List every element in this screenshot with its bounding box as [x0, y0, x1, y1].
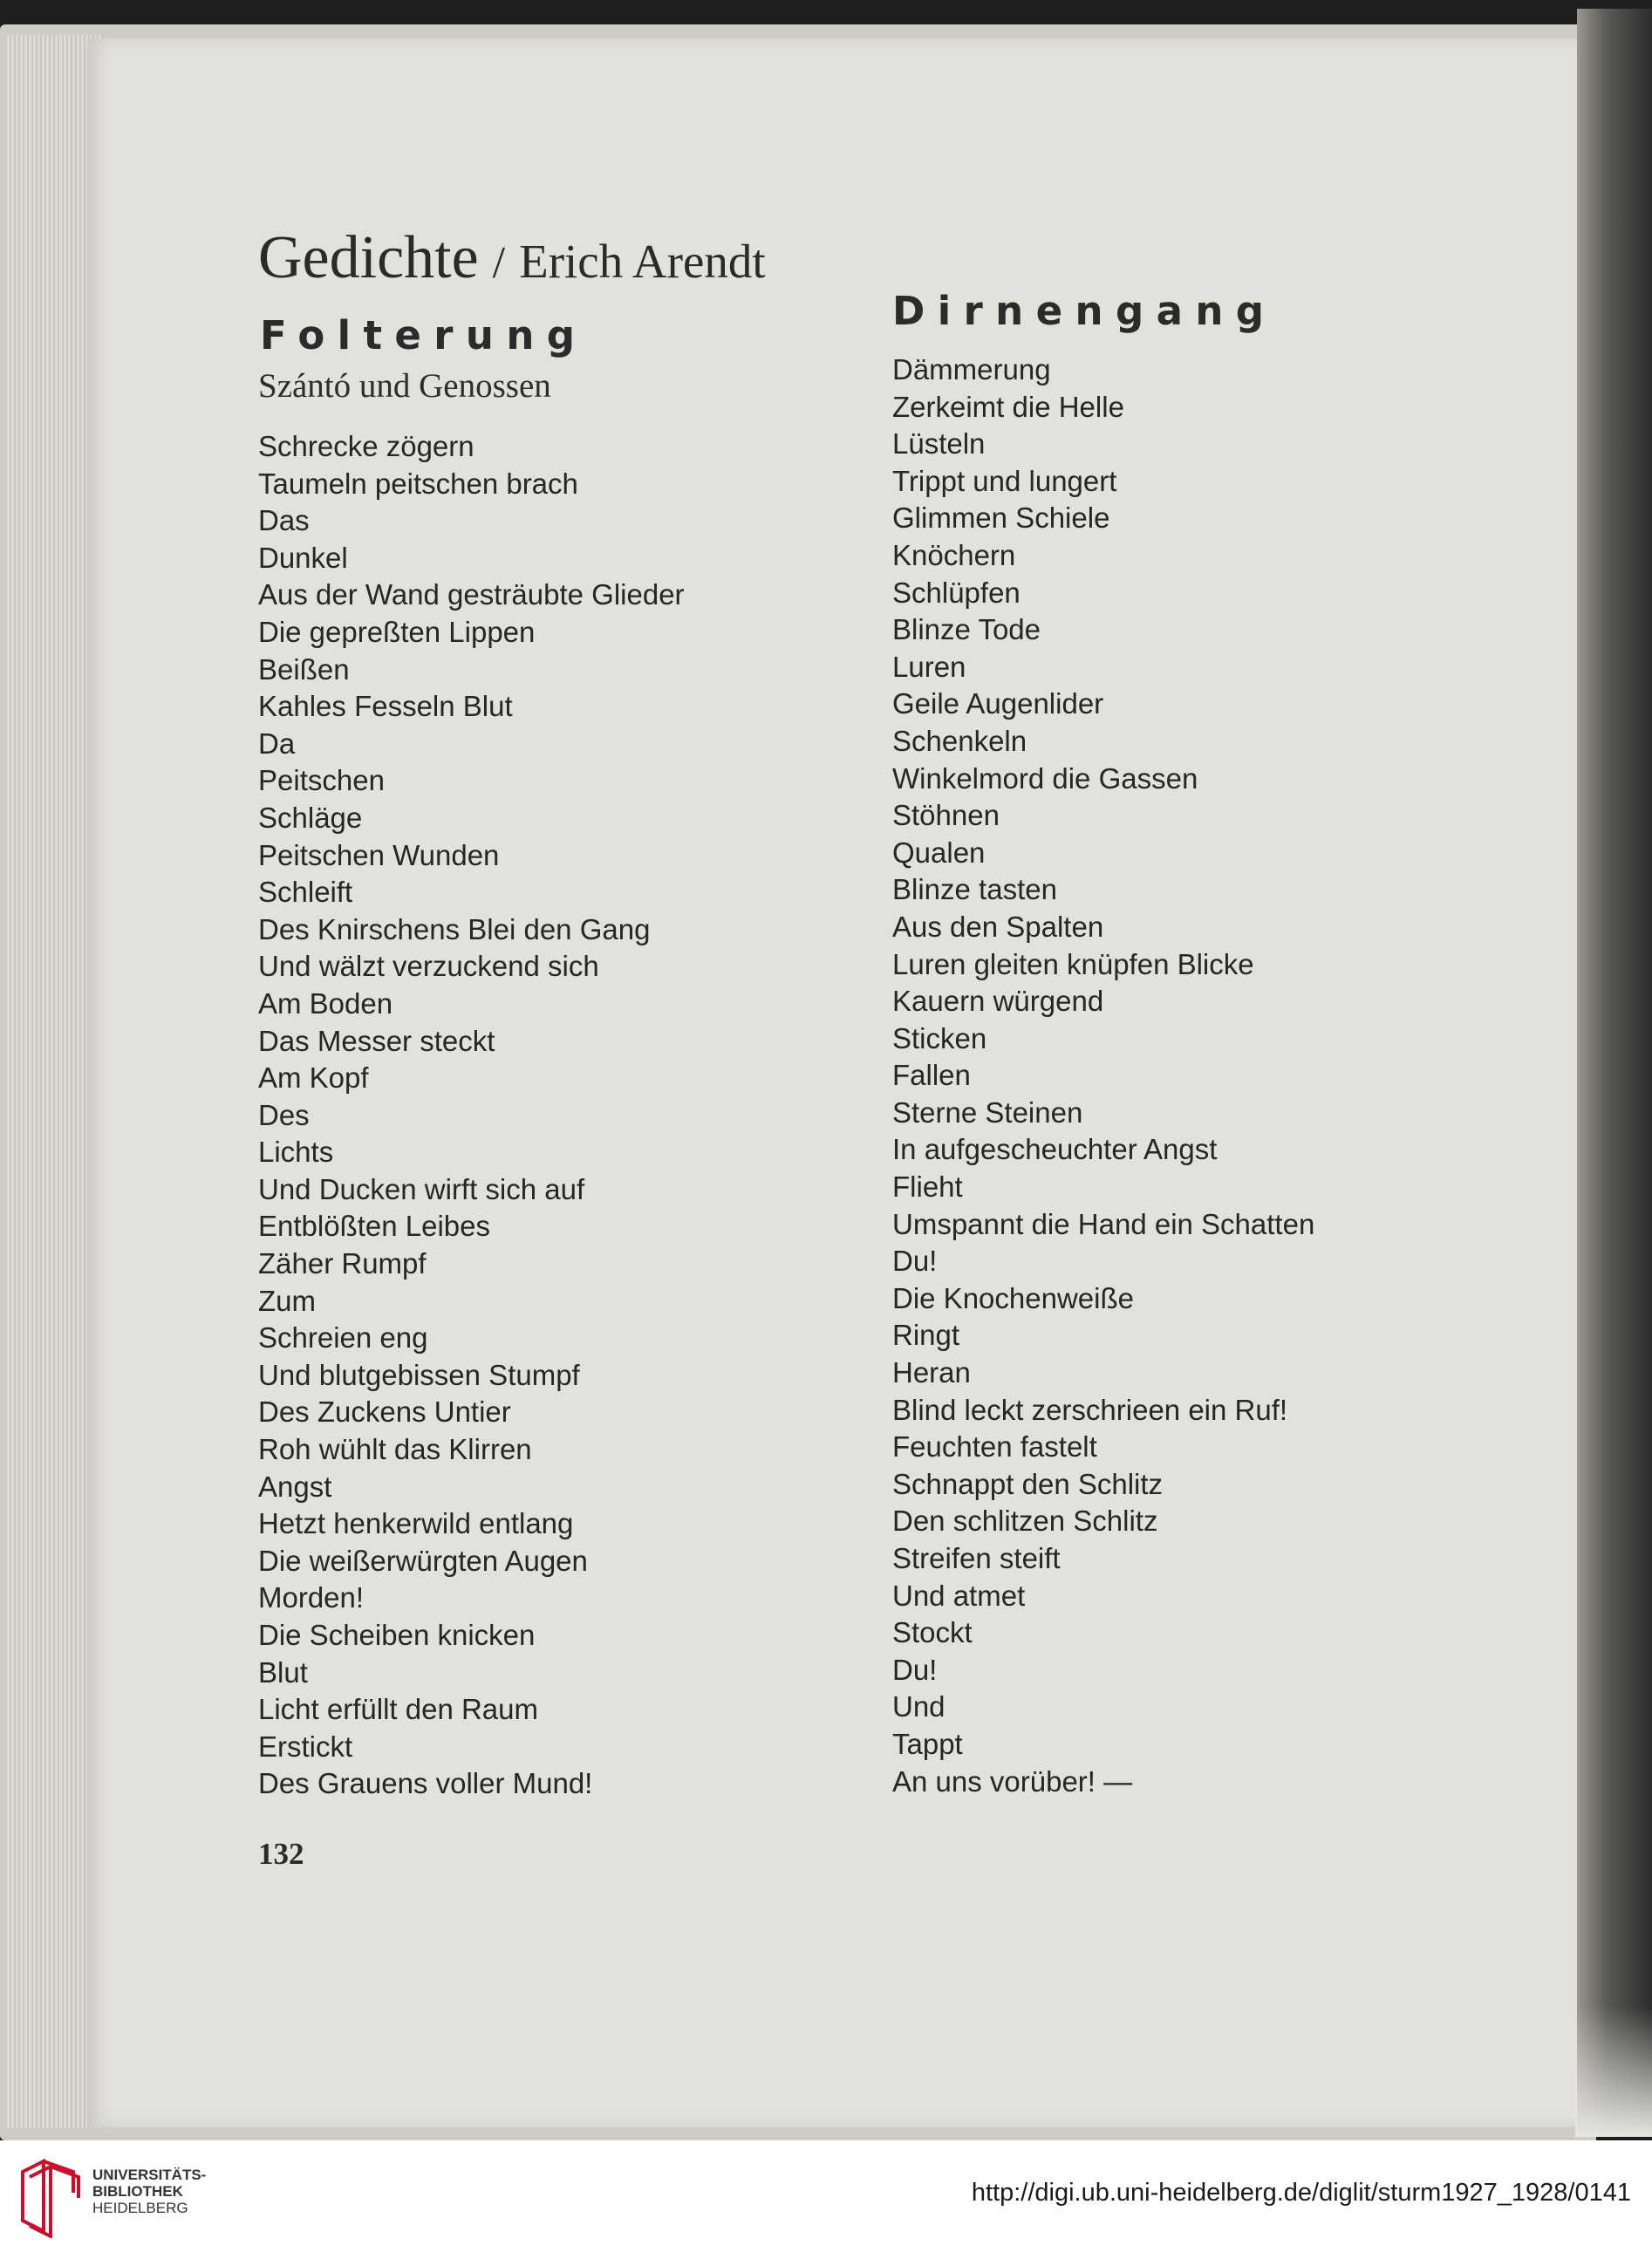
poem-line: Das Messer steckt — [258, 1024, 495, 1057]
poem-line: Streifen steift — [892, 1542, 1061, 1574]
poem-line: Des Zuckens Untier — [258, 1396, 511, 1429]
poem-line: Peitschen — [258, 764, 385, 797]
poem-line: Erstickt — [258, 1730, 353, 1763]
book-right-edge — [1577, 9, 1652, 2137]
poem-line: Und blutgebissen Stumpf — [258, 1358, 580, 1391]
ub-heidelberg-logo-icon — [17, 2154, 84, 2238]
poem-line: Blut — [258, 1655, 308, 1689]
poem-line: Morden! — [258, 1581, 365, 1614]
poem-line: Schenkeln — [892, 724, 1027, 757]
poem-line: Schleift — [258, 876, 353, 909]
poem-line: Heran — [892, 1356, 971, 1389]
poem-line: Stockt — [892, 1616, 973, 1649]
poem-line: Und atmet — [892, 1579, 1026, 1612]
poem-line: Dämmerung — [892, 353, 1051, 386]
poem-line: Tappt — [892, 1727, 963, 1760]
poem-line: Du! — [892, 1653, 938, 1686]
poem-line: Roh wühlt das Klirren — [258, 1433, 532, 1466]
poem-line: Stöhnen — [892, 799, 1000, 832]
page-heading: Gedichte — [258, 224, 479, 291]
poem-line: Lüsteln — [892, 427, 986, 461]
book-right-edge-highlight — [1575, 2006, 1652, 2137]
poem-line: Du! — [892, 1245, 938, 1278]
poem-line: Aus den Spalten — [892, 910, 1104, 943]
poem-line: In aufgescheuchter Angst — [892, 1133, 1218, 1166]
poem-line: Dunkel — [258, 541, 348, 574]
library-name — [92, 2167, 206, 2216]
poem-line: Knöchern — [892, 538, 1016, 571]
poem-line: Und Ducken wirft sich auf — [258, 1172, 585, 1205]
footer-bar — [0, 2140, 1652, 2252]
poem-line: Ringt — [892, 1319, 960, 1352]
poem-line: Lichts — [258, 1136, 334, 1169]
poem-line: Blinze tasten — [892, 873, 1057, 906]
poem-line: Die Scheiben knicken — [258, 1619, 536, 1651]
poem-line: Geile Augenlider — [892, 687, 1104, 720]
poem-line: Umspannt die Hand ein Schatten — [892, 1207, 1315, 1240]
poem-line: Den schlitzen Schlitz — [892, 1505, 1158, 1538]
source-url[interactable]: http://digi.ub.uni-heidelberg.de/diglit/sturm1927_1928/0141 — [971, 2179, 1631, 2207]
poem-line: Entblößten Leibes — [258, 1210, 491, 1243]
poem-line: Luren gleiten knüpfen Blicke — [892, 947, 1254, 980]
poem-line: Zäher Rumpf — [258, 1247, 427, 1280]
poem-title-folterung: Folterung — [260, 312, 588, 358]
poem-line: Schläge — [258, 801, 363, 834]
heading-separator: / — [492, 238, 506, 288]
poem-line: Luren — [892, 650, 966, 683]
poem-line: Kauern würgend — [892, 985, 1104, 1018]
poem-line: Des — [258, 1098, 310, 1131]
poem-line: Trippt und lungert — [892, 464, 1117, 497]
poem-lines-folterung — [258, 428, 685, 1803]
poem-line: An uns vorüber! — — [892, 1764, 1133, 1798]
poem-line: Winkelmord die Gassen — [892, 761, 1198, 795]
library-name-line1: UNIVERSITÄTS- — [92, 2167, 207, 2183]
poem-line: Flieht — [892, 1170, 963, 1204]
poem-line: Licht erfüllt den Raum — [258, 1693, 538, 1726]
poem-line: Blinze Tode — [892, 613, 1041, 646]
poem-line: Die gepreßten Lippen — [258, 615, 536, 648]
page-title — [258, 223, 766, 293]
poem-line: Blind leckt zerschrieen ein Ruf! — [892, 1393, 1288, 1426]
poem-line: Qualen — [892, 836, 986, 869]
poem-line: Die Knochenweiße — [892, 1281, 1134, 1314]
library-name-line3: HEIDELBERG — [92, 2200, 188, 2216]
poem-line: Sterne Steinen — [892, 1095, 1083, 1129]
poem-line: Am Boden — [258, 986, 393, 1020]
poem-title-dirnengang: Dirnengang — [892, 288, 1277, 334]
poem-line: Peitschen Wunden — [258, 838, 500, 871]
poem-line: Feuchten fastelt — [892, 1430, 1097, 1464]
page-number: 132 — [258, 1837, 304, 1871]
poem-line: Und — [892, 1690, 945, 1723]
poem-line: Die weißerwürgten Augen — [258, 1544, 588, 1577]
poem-line: Da — [258, 727, 296, 760]
poem-line: Des Grauens voller Mund! — [258, 1767, 593, 1800]
poem-line: Des Knirschens Blei den Gang — [258, 912, 651, 945]
poem-line: Das — [258, 504, 310, 537]
poem-line: Zerkeimt die Helle — [892, 390, 1124, 423]
poem-line: Hetzt henkerwild entlang — [258, 1507, 574, 1540]
poem-line: Kahles Fesseln Blut — [258, 690, 513, 723]
poem-line: Am Kopf — [258, 1061, 369, 1095]
poem-line: Und wälzt verzuckend sich — [258, 950, 599, 983]
poem-line: Schnappt den Schlitz — [892, 1467, 1164, 1500]
author-name: Erich Arendt — [519, 235, 766, 288]
poem-line: Beißen — [258, 652, 350, 686]
poem-line: Fallen — [892, 1059, 971, 1092]
poem-line: Schrecke zögern — [258, 430, 474, 462]
poem-line: Schreien eng — [258, 1321, 428, 1355]
poem-line: Angst — [258, 1470, 332, 1503]
poem-dedication: Szántó und Genossen — [258, 367, 551, 405]
poem-line: Schlüpfen — [892, 576, 1021, 609]
library-name-line2: BIBLIOTHEK — [92, 2183, 183, 2200]
poem-line: Taumeln peitschen brach — [258, 467, 578, 500]
poem-line: Sticken — [892, 1021, 987, 1054]
poem-line: Glimmen Schiele — [892, 502, 1110, 535]
poem-line: Aus der Wand gesträubte Glieder — [258, 578, 685, 611]
poem-lines-dirnengang — [892, 351, 1314, 1800]
poem-line: Zum — [258, 1284, 316, 1317]
